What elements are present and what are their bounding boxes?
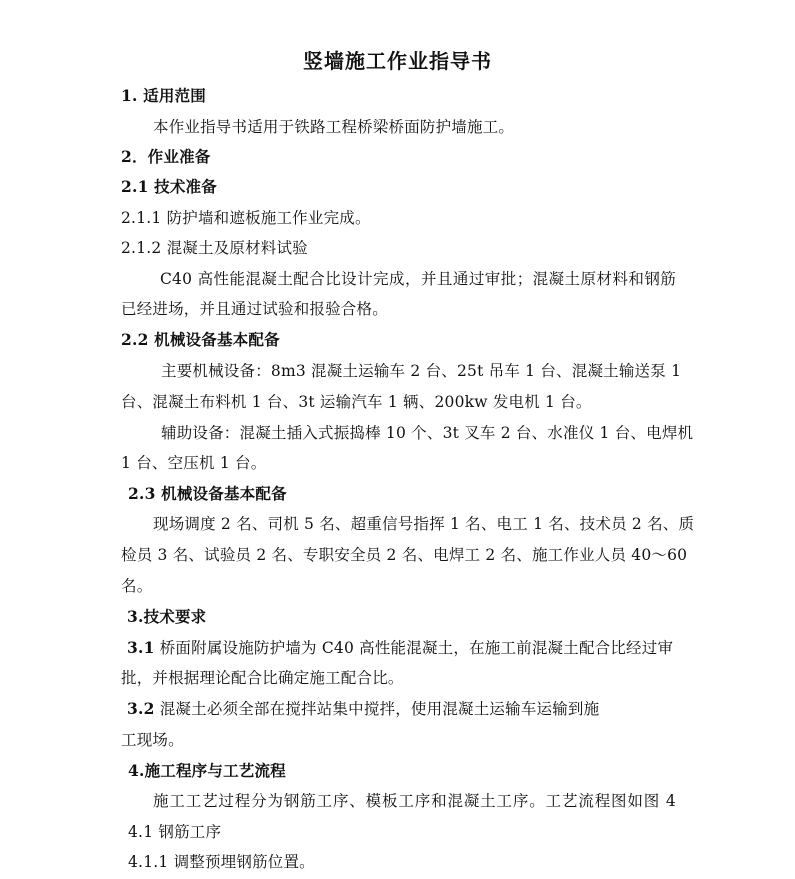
paragraph-line: 工现场。: [121, 731, 184, 749]
paragraph-line: 辅助设备：混凝土插入式振捣棒 10 个、3t 叉车 2 台、水准仪 1 台、电焊机: [161, 424, 694, 442]
document-title: 竖墙施工作业指导书: [303, 49, 492, 73]
paragraph-line: 2.1.1 防护墙和遮板施工作业完成。: [121, 209, 371, 227]
paragraph-line: 已经进场，并且通过试验和报验合格。: [121, 300, 388, 318]
paragraph-line: 检员 3 名、试验员 2 名、专职安全员 2 名、电焊工 2 名、施工作业人员 40～60: [121, 546, 688, 564]
paragraph-line: [127, 699, 599, 719]
paragraph-line: [127, 638, 676, 658]
section-2-1-heading: 2.1 技术准备: [121, 177, 217, 196]
section-4-1-heading: 4.1 钢筋工序: [128, 823, 222, 841]
paragraph-line: 本作业指导书适用于铁路工程桥梁桥面防护墙施工。: [153, 118, 515, 136]
paragraph-line: 2.1.2 混凝土及原材料试验: [121, 239, 308, 257]
item-number: 3.2: [127, 699, 155, 718]
item-text: 桥面附属设施防护墙为 C40 高性能混凝土，在施工前混凝土配合比经过审: [159, 639, 674, 657]
item-text: 混凝土必须全部在搅拌站集中搅拌，使用混凝土运输车运输到施: [159, 700, 600, 718]
paragraph-line: 1 台、空压机 1 台。: [121, 454, 267, 472]
section-2-2-heading: 2.2 机械设备基本配备: [121, 330, 280, 349]
section-2-3-heading: 2.3 机械设备基本配备: [128, 484, 287, 503]
paragraph-line: 台、混凝土布料机 1 台、3t 运输汽车 1 辆、200kw 发电机 1 台。: [121, 393, 592, 411]
paragraph-line: 名。: [121, 577, 153, 595]
paragraph-line: 施工工艺过程分为钢筋工序、模板工序和混凝土工序。工艺流程图如图 4: [153, 792, 676, 810]
paragraph-line: 4.1.1 调整预埋钢筋位置。: [128, 853, 315, 871]
section-4-heading: 4.施工程序与工艺流程: [128, 761, 286, 780]
section-1-heading: 1. 适用范围: [121, 86, 206, 105]
section-2-heading: 2．作业准备: [121, 147, 211, 166]
paragraph-line: 现场调度 2 名、司机 5 名、超重信号指挥 1 名、电工 1 名、技术员 2 名、质: [153, 515, 695, 533]
paragraph-line: 主要机械设备：8m3 混凝土运输车 2 台、25t 吊车 1 台、混凝土输送泵 1: [161, 362, 682, 380]
item-number: 3.1: [127, 638, 155, 657]
section-3-heading: 3.技术要求: [127, 607, 207, 626]
paragraph-line: 批，并根据理论配合比确定施工配合比。: [121, 669, 404, 687]
paragraph-line: C40 高性能混凝土配合比设计完成，并且通过审批；混凝土原材料和钢筋: [160, 270, 676, 288]
